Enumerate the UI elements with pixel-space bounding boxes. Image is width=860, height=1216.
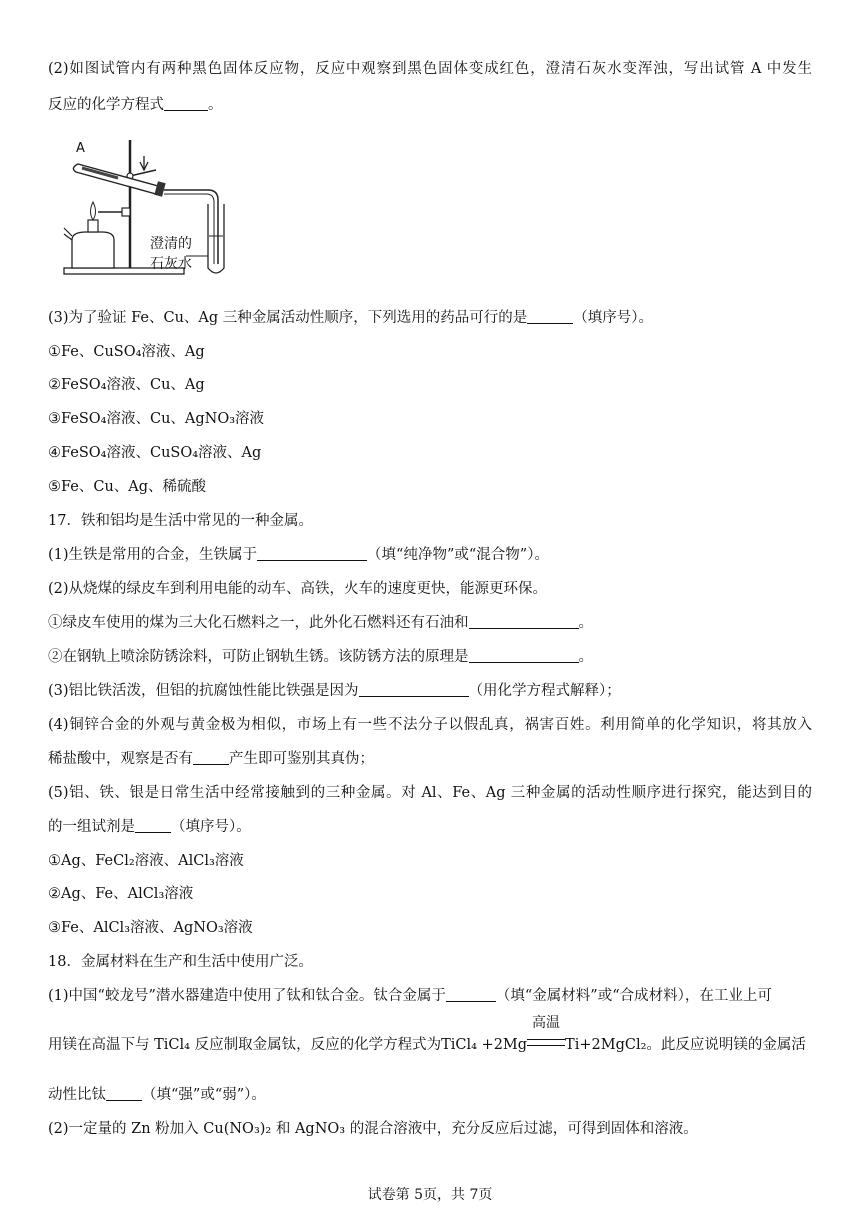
q17-part3 [48, 681, 621, 701]
answer-blank[interactable] [469, 647, 579, 663]
label-clear: 澄清的 [150, 236, 192, 252]
answer-blank[interactable] [106, 1085, 142, 1101]
q17-part1 [48, 545, 549, 565]
q17-part5-line1: (5)铝、铁、银是日常生活中经常接触到的三种金属。对 Al、Fe、Ag 三种金属的活动性顺序进行探究，能达到目的 [48, 785, 812, 801]
q17-part5-line2 [48, 817, 251, 837]
equation-products: Ti+2MgCl₂ [565, 1037, 647, 1053]
q16-option-5: ⑤Fe、Cu、Ag、稀硫酸 [48, 479, 207, 495]
answer-blank[interactable] [257, 545, 367, 561]
q17-part1-tail: （填“纯净物”或“混合物”）。 [367, 547, 549, 563]
answer-blank[interactable] [164, 95, 208, 111]
q17-part5-text: 的一组试剂是 [48, 819, 135, 835]
label-limewater: 石灰水 [150, 256, 192, 272]
q17-part4-text: 稀盐酸中，观察是否有 [48, 751, 193, 767]
q16-part3 [48, 308, 653, 328]
equation-condition: 高温 [532, 1015, 561, 1031]
q18-part1-text: (1)中国“蛟龙号”潜水器建造中使用了钛和钛合金。钛合金属于 [48, 988, 446, 1004]
q18-part2: (2)一定量的 Zn 粉加入 Cu(NO₃)₂ 和 AgNO₃ 的混合溶液中，充分反应后过滤，可得到固体和溶液。 [48, 1121, 698, 1137]
q16-option-2: ②FeSO₄溶液、Cu、Ag [48, 377, 205, 393]
answer-blank[interactable] [469, 613, 579, 629]
q17-part2-2-tail: 。 [578, 649, 593, 665]
q16-part2-line1: (2)如图试管内有两种黑色固体反应物，反应中观察到黑色固体变成红色，澄清石灰水变浑浊，写出试管 A 中发生 [48, 61, 812, 77]
apparatus-diagram [58, 136, 238, 282]
equation-arrow [527, 1015, 565, 1055]
q17-option-1: ①Ag、FeCl₂溶液、AlCl₃溶液 [48, 853, 244, 869]
q17-part4-line1: (4)铜锌合金的外观与黄金极为相似，市场上有一些不法分子以假乱真，祸害百姓。利用简单的化学知识，将其放入 [48, 717, 812, 733]
q17-option-3: ③Fe、AlCl₃溶液、AgNO₃溶液 [48, 920, 253, 936]
q17-part2-2 [48, 647, 593, 667]
q17-title: 17．铁和铝均是生活中常见的一种金属。 [48, 513, 313, 529]
label-test-tube-a: A [76, 141, 85, 156]
equation-reactants: TiCl₄ +2Mg [441, 1037, 528, 1053]
q17-part1-text: (1)生铁是常用的合金，生铁属于 [48, 547, 258, 563]
q17-part3-text: (3)铝比铁活泼，但铝的抗腐蚀性能比铁强是因为 [48, 683, 359, 699]
answer-blank[interactable] [359, 681, 469, 697]
q18-part1-line2-tail: 。此反应说明镁的金属活 [646, 1037, 806, 1053]
answer-blank[interactable] [446, 986, 496, 1002]
q17-option-2: ②Ag、Fe、AlCl₃溶液 [48, 886, 194, 902]
q18-part1-line2 [48, 1015, 806, 1055]
q16-part3-text: (3)为了验证 Fe、Cu、Ag 三种金属活动性顺序，下列选用的药品可行的是 [48, 310, 528, 326]
q18-title: 18．金属材料在生产和生活中使用广泛。 [48, 954, 313, 970]
q16-part2-text: 反应的化学方程式 [48, 97, 164, 113]
q17-part2-1-tail: 。 [578, 615, 593, 631]
equals-sign [527, 1039, 565, 1046]
q16-option-3: ③FeSO₄溶液、Cu、AgNO₃溶液 [48, 411, 265, 427]
q18-part1-tail: （填“金属材料”或“合成材料），在工业上可 [495, 988, 772, 1004]
q16-part3-tail: （填序号）。 [573, 310, 654, 326]
page-footer: 试卷第 5页，共 7页 [367, 1187, 493, 1203]
answer-blank[interactable] [527, 308, 573, 324]
q16-part2-line2: 反应的化学方程式 。 [48, 97, 223, 113]
q17-part2: (2)从烧煤的绿皮车到利用电能的动车、高铁，火车的速度更快，能源更环保。 [48, 581, 548, 597]
q17-part3-tail: （用化学方程式解释）； [468, 683, 621, 699]
q17-part4-tail: 产生即可鉴别其真伪； [229, 751, 374, 767]
q16-option-1: ①Fe、CuSO₄溶液、Ag [48, 344, 205, 360]
q17-part5-tail: （填序号）。 [171, 819, 251, 835]
q17-part2-1-text: ①绿皮车使用的煤为三大化石燃料之一，此外化石燃料还有石油和 [48, 615, 469, 631]
q18-part1-line1 [48, 986, 772, 1006]
q18-part1-line3 [48, 1085, 266, 1105]
q18-part1-line3-text: 动性比钛 [48, 1087, 106, 1103]
q17-part2-1 [48, 613, 593, 633]
q18-part1-line3-tail: （填“强”或“弱”）。 [142, 1087, 266, 1103]
q16-option-4: ④FeSO₄溶液、CuSO₄溶液、Ag [48, 445, 262, 461]
apparatus-figure [58, 136, 238, 286]
q17-part4-line2 [48, 749, 374, 769]
answer-blank[interactable] [135, 817, 171, 833]
q18-part1-line2-text: 用镁在高温下与 TiCl₄ 反应制取金属钛，反应的化学方程式为 [48, 1037, 442, 1053]
q17-part2-2-text: ②在钢轨上喷涂防锈涂料，可防止钢轨生锈。该防锈方法的原理是 [48, 649, 469, 665]
answer-blank[interactable] [193, 749, 229, 765]
